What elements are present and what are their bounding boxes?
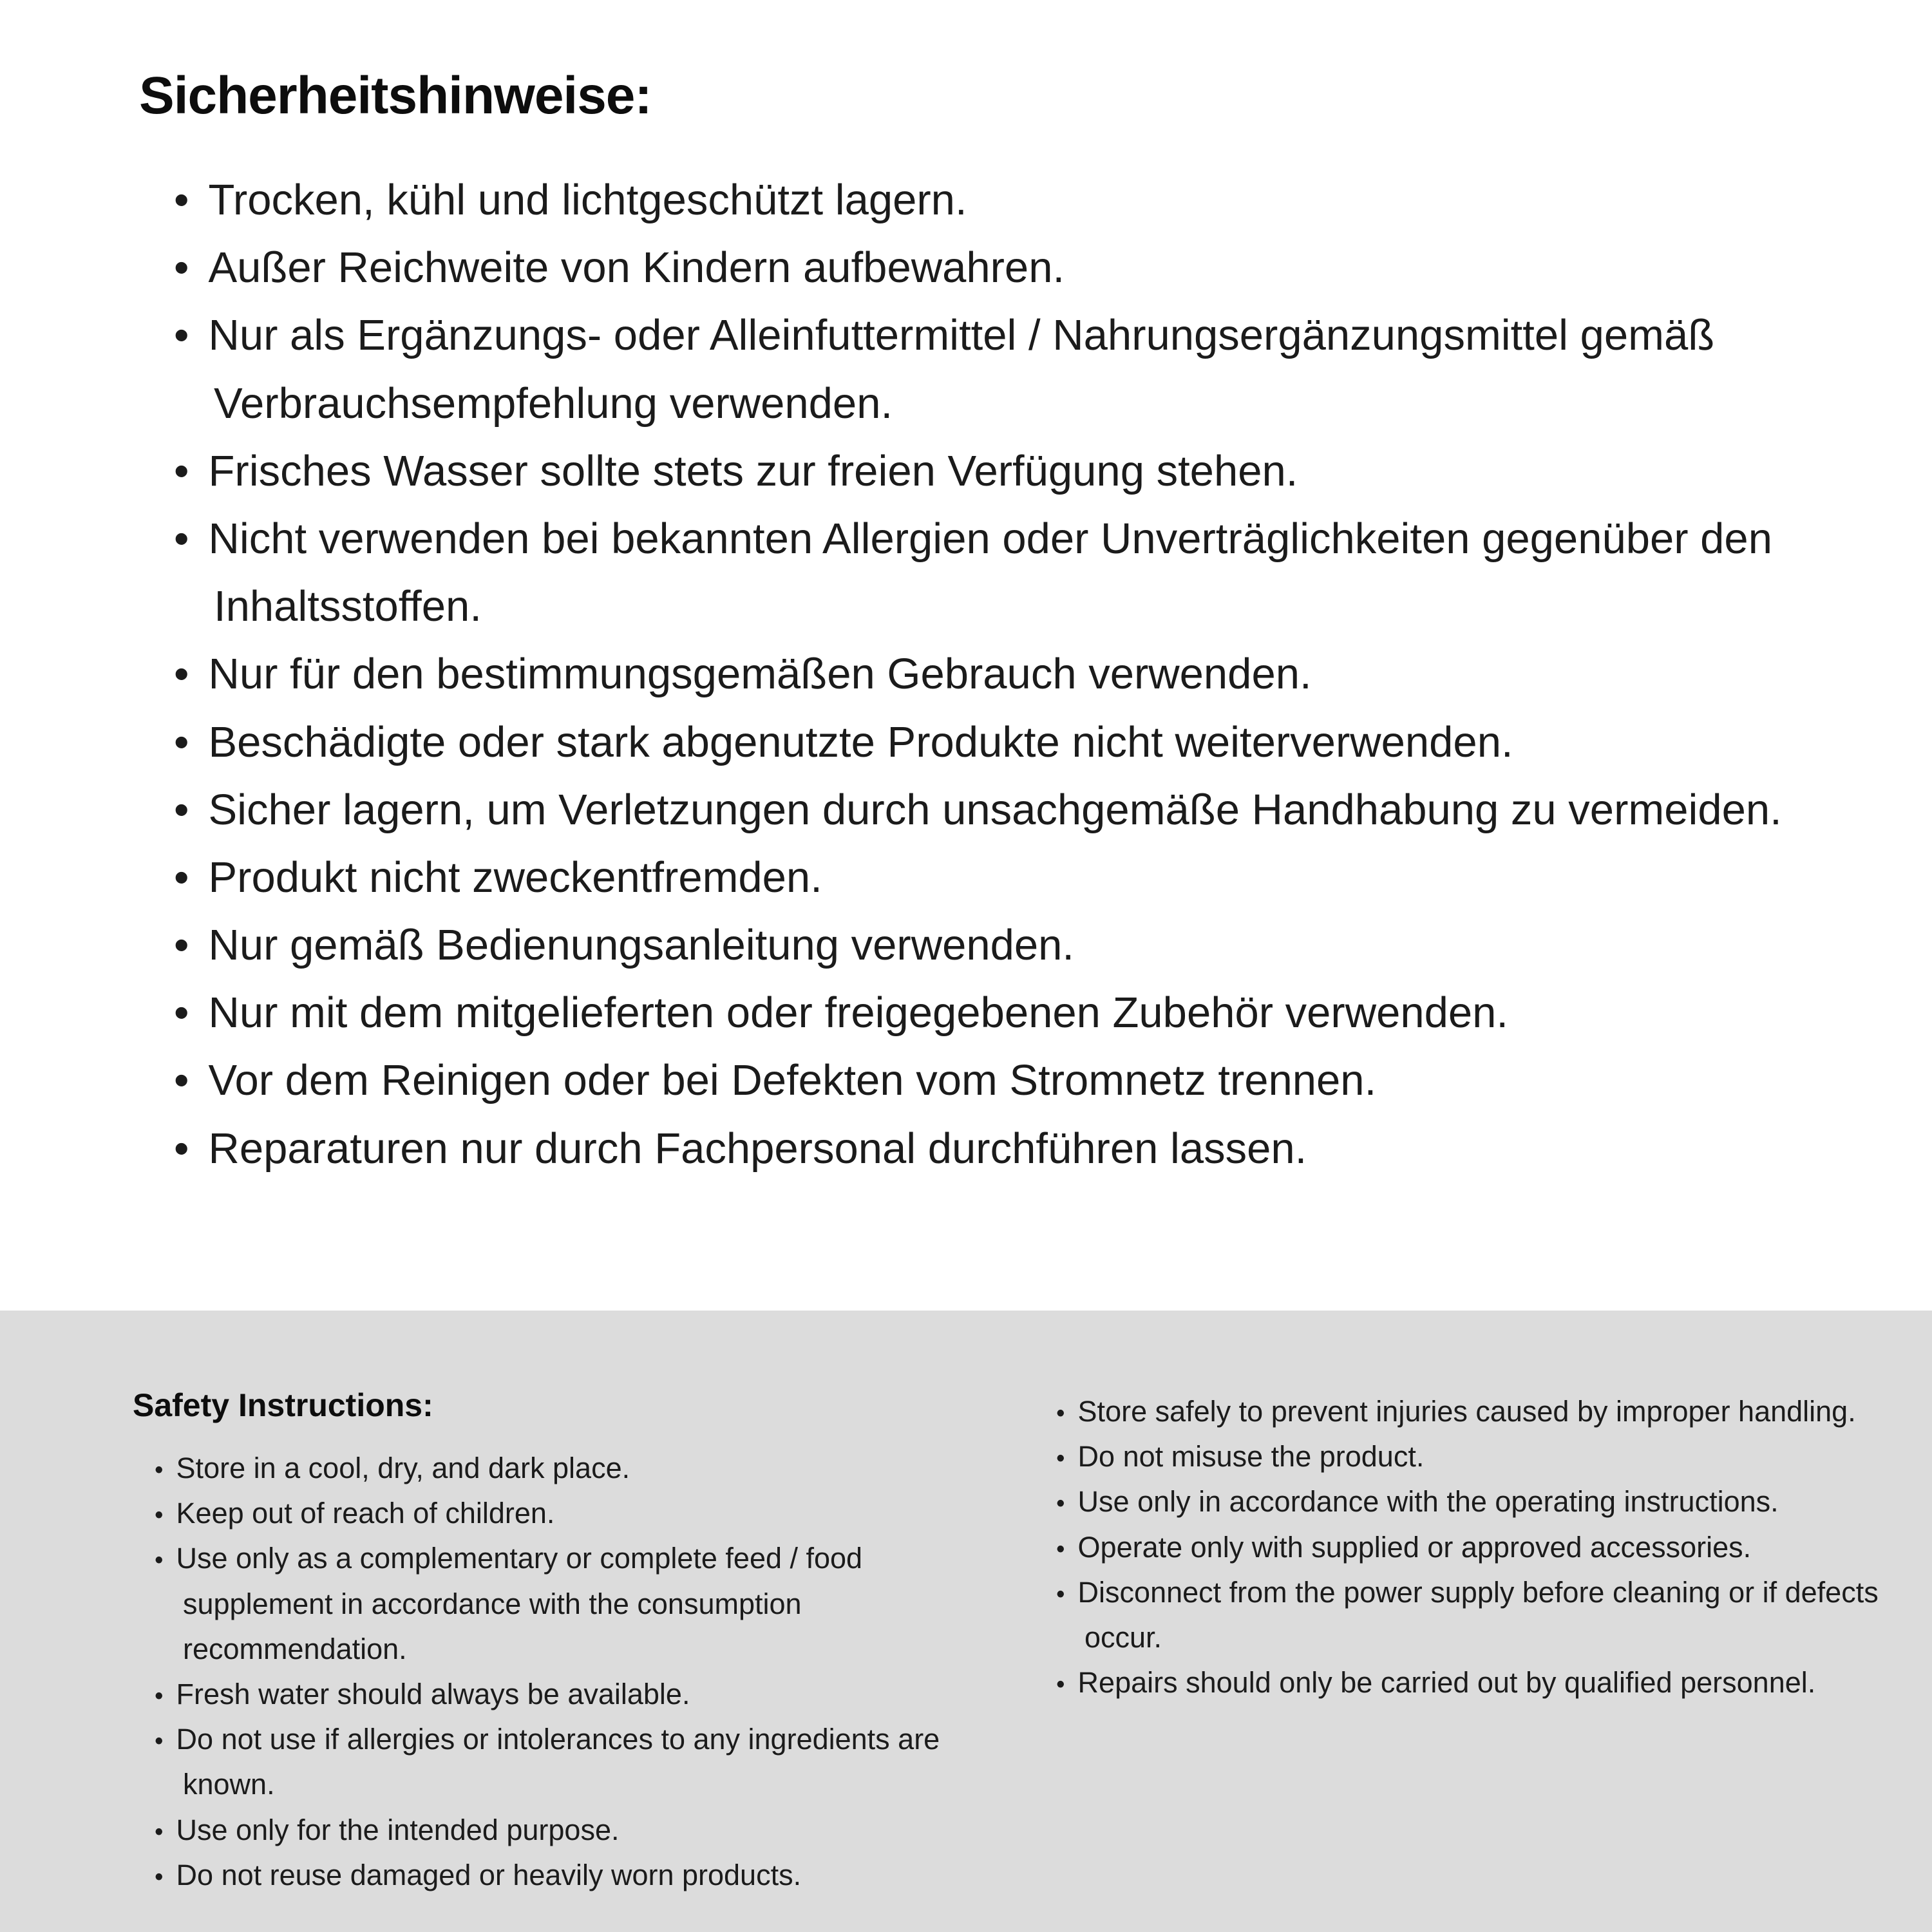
- english-left-column: [133, 1387, 1002, 1898]
- list-item: • Sicher lagern, um Verletzungen durch unsachgemäße Handhabung zu vermeiden.: [174, 776, 1797, 844]
- english-section-title: Safety Instructions:: [133, 1387, 433, 1423]
- list-item: • Produkt nicht zweckentfremden.: [174, 844, 1797, 911]
- list-item: • Fresh water should always be available.: [155, 1672, 1002, 1717]
- german-instructions-list: [139, 166, 1797, 1182]
- list-item: • Operate only with supplied or approved accessories.: [1056, 1525, 1880, 1570]
- list-item: • Store in a cool, dry, and dark place.: [155, 1446, 1002, 1491]
- list-item: • Nur mit dem mitgelieferten oder freigegebenen Zubehör verwenden.: [174, 979, 1797, 1046]
- english-right-list: [1056, 1389, 1880, 1705]
- list-item: • Trocken, kühl und lichtgeschützt lagern.: [174, 166, 1797, 234]
- list-item: • Nur für den bestimmungsgemäßen Gebrauch verwenden.: [174, 640, 1797, 708]
- list-item: • Do not use if allergies or intolerances to any ingredients are known.: [155, 1717, 1002, 1807]
- list-item: • Nur gemäß Bedienungsanleitung verwenden.: [174, 911, 1797, 979]
- list-item: • Disconnect from the power supply before cleaning or if defects occur.: [1056, 1570, 1880, 1660]
- list-item: • Use only for the intended purpose.: [155, 1808, 1002, 1853]
- list-item: • Store safely to prevent injuries caused by improper handling.: [1056, 1389, 1880, 1434]
- list-item: • Nicht verwenden bei bekannten Allergien oder Unverträglichkeiten gegenüber den Inhaltsstoffen.: [174, 505, 1797, 640]
- list-item: • Reparaturen nur durch Fachpersonal durchführen lassen.: [174, 1115, 1797, 1182]
- list-item: • Keep out of reach of children.: [155, 1491, 1002, 1536]
- list-item: • Beschädigte oder stark abgenutzte Produkte nicht weiterverwenden.: [174, 708, 1797, 776]
- english-section: [0, 1311, 1932, 1932]
- german-section-title: Sicherheitshinweise:: [139, 66, 652, 125]
- list-item: • Nur als Ergänzungs- oder Alleinfuttermittel / Nahrungsergänzungsmittel gemäß Verbrauchsempfehlung verwenden.: [174, 301, 1797, 437]
- list-item: • Außer Reichweite von Kindern aufbewahren.: [174, 234, 1797, 301]
- english-right-column: [1056, 1387, 1880, 1705]
- list-item: • Vor dem Reinigen oder bei Defekten vom Stromnetz trennen.: [174, 1046, 1797, 1114]
- list-item: • Repairs should only be carried out by qualified personnel.: [1056, 1660, 1880, 1705]
- english-left-list: [133, 1446, 1002, 1898]
- list-item: • Do not misuse the product.: [1056, 1434, 1880, 1479]
- list-item: • Do not reuse damaged or heavily worn products.: [155, 1853, 1002, 1898]
- list-item: • Use only as a complementary or complete feed / food supplement in accordance with the consumption recommendation.: [155, 1536, 1002, 1672]
- list-item: • Frisches Wasser sollte stets zur freien Verfügung stehen.: [174, 437, 1797, 505]
- list-item: • Use only in accordance with the operating instructions.: [1056, 1479, 1880, 1524]
